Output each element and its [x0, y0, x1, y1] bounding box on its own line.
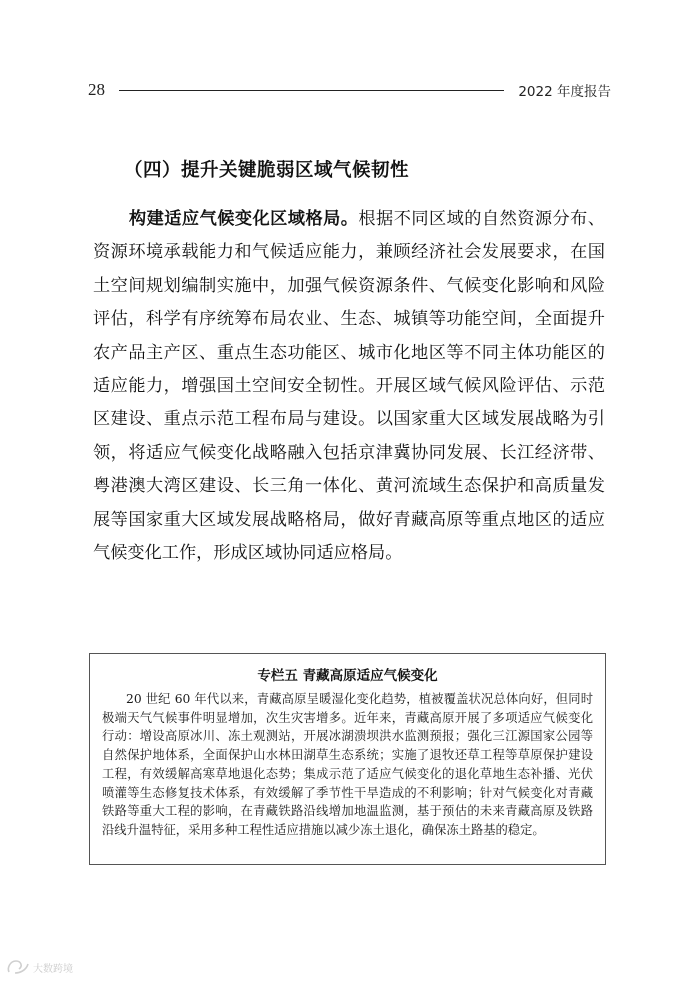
- section-lead: 构建适应气候变化区域格局。: [129, 209, 359, 229]
- watermark: [6, 958, 73, 976]
- report-title: 2022 年度报告: [518, 84, 611, 100]
- section-body-text: 根据不同区域的自然资源分布、资源环境承载能力和气候适应能力，兼顾经济社会发展要求，在国土空间规划编制实施中，加强气候资源条件、气候变化影响和风险评估，科学有序统筹布局农业、生态、城镇等功能空间，全面提升农产品主产区、重点生态功能区、城市化地区等不同主体功能区的适应能力，增强国土空间安全韧性。开展区域气候风险评估、示范区建设、重点示范工程布局与建设。以国家重大区域发展战略为引领，将适应气候变化战略融入包括京津冀协同发展、长江经济带、粤港澳大湾区建设、长三角一体化、黄河流域生态保护和高质量发展等国家重大区域发展战略格局，做好青藏高原等重点地区的适应气候变化工作，形成区域协同适应格局。: [93, 209, 605, 564]
- section-title: （四）提升关键脆弱区域气候韧性: [124, 160, 410, 181]
- sidebar-box: [89, 653, 606, 865]
- page-header: [88, 78, 611, 102]
- logo-icon: [6, 958, 30, 976]
- header-rule: [119, 90, 504, 91]
- box-text: 20 世纪 60 年代以来，青藏高原呈暖湿化变化趋势，植被覆盖状况总体向好，但同时极端天气气候事件明显增加，次生灾害增多。近年来，青藏高原开展了多项适应气候变化行动：增设高原冰川、冻土观测站，开展冰湖溃坝洪水监测预报；强化三江源国家公园等自然保护地体系，全面保护山水林田湖草生态系统；实施了退牧还草工程等草原保护建设工程，有效缓解高寒草地退化态势；集成示范了适应气候变化的退化草地生态补播、光伏喷灌等生态修复技术体系，有效缓解了季节性干旱造成的不利影响；针对气候变化对青藏铁路等重大工程的影响，在青藏铁路沿线增加地温监测，基于预估的未来青藏高原及铁路沿线升温特征，采用多种工程性适应措施以减少冻土退化，确保冻土路基的稳定。: [102, 692, 593, 837]
- box-title: 专栏五 青藏高原适应气候变化: [257, 668, 438, 684]
- page-number: 28: [88, 80, 105, 99]
- watermark-text: 大数跨境: [33, 963, 73, 975]
- section-body: [93, 203, 605, 570]
